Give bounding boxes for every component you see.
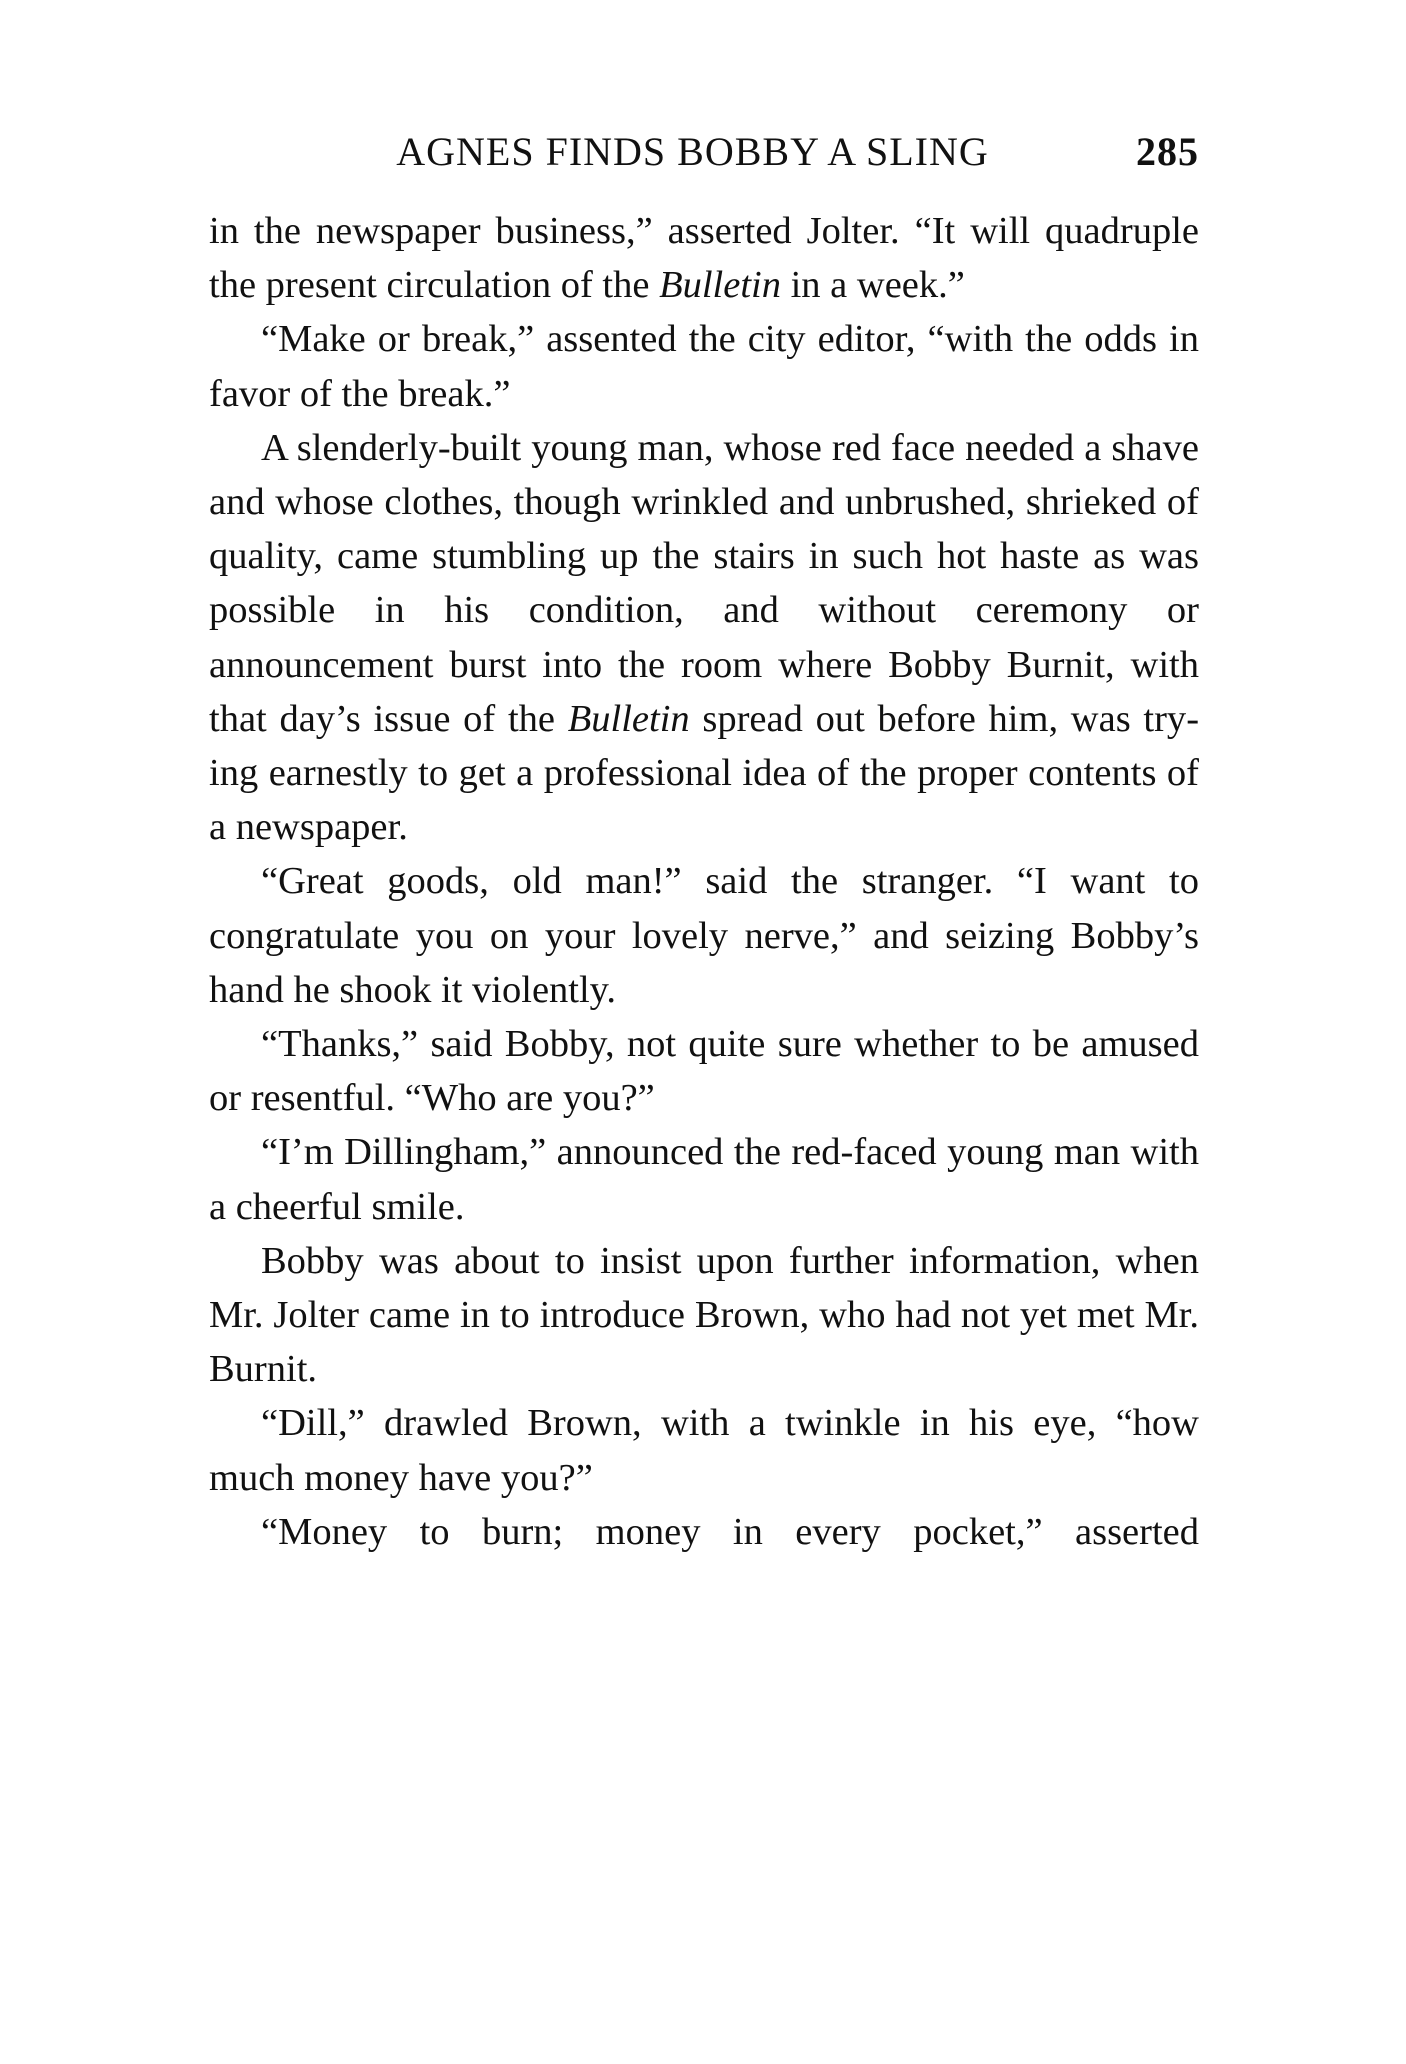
paragraph: [209, 204, 1199, 312]
paragraph: [209, 1396, 1199, 1504]
book-page: [209, 128, 1199, 1559]
text-run: in a week.”: [780, 264, 965, 307]
text-run: Bobby was about to insist upon further information, when Mr. Jolter came in to introduce Brown, who had not yet met Mr. Burnit.: [209, 1239, 1199, 1391]
paragraph: [209, 854, 1199, 1017]
text-run: “Make or break,” assented the city editor, “with the odds in favor of the break.”: [209, 318, 1199, 415]
running-header: [209, 128, 1199, 190]
italic-title: Bulletin: [567, 697, 690, 740]
text-run: “Thanks,” said Bobby, not quite sure whether to be amused or resentful. “Who are you?”: [209, 1023, 1199, 1120]
text-run: “Great goods, old man!” said the stranger. “I want to congratulate you on your lovely nerve,” and seizing Bobby’s hand he shook it violently.: [209, 860, 1199, 1011]
paragraph: [209, 1125, 1199, 1233]
paragraph: [209, 312, 1199, 420]
text-run: A slenderly-built young man, whose red face needed a shave and whose clothes, though wrinkled and unbrushed, shrieked of quality, came stumbling up the stairs in such hot haste as was possible in his condition, and without ceremony or announcement burst into the room where Bobby Burnit, with that day’s issue of the: [209, 426, 1199, 740]
text-run: spread out before him, was trying earnestly to get a professional idea of the proper contents of a newspaper.: [209, 697, 1200, 849]
paragraph: [209, 421, 1199, 855]
running-title: AGNES FINDS BOBBY A SLING: [396, 129, 989, 174]
body-text: [209, 204, 1199, 1559]
text-run: “Dill,” drawled Brown, with a twinkle in his eye, “how much money have you?”: [209, 1402, 1199, 1499]
text-run: in the newspaper business,” asserted Jolter. “It will quadruple the present circulation of the: [209, 210, 1199, 307]
page-number: 285: [1136, 129, 1199, 174]
paragraph: [209, 1505, 1199, 1559]
text-run: “I’m Dillingham,” announced the red-faced young man with a cheerful smile.: [209, 1131, 1199, 1228]
text-run: “Money to burn; money in every pocket,” asserted: [261, 1510, 1199, 1553]
paragraph: [209, 1017, 1199, 1125]
paragraph: [209, 1234, 1199, 1397]
italic-title: Bulletin: [659, 264, 781, 307]
